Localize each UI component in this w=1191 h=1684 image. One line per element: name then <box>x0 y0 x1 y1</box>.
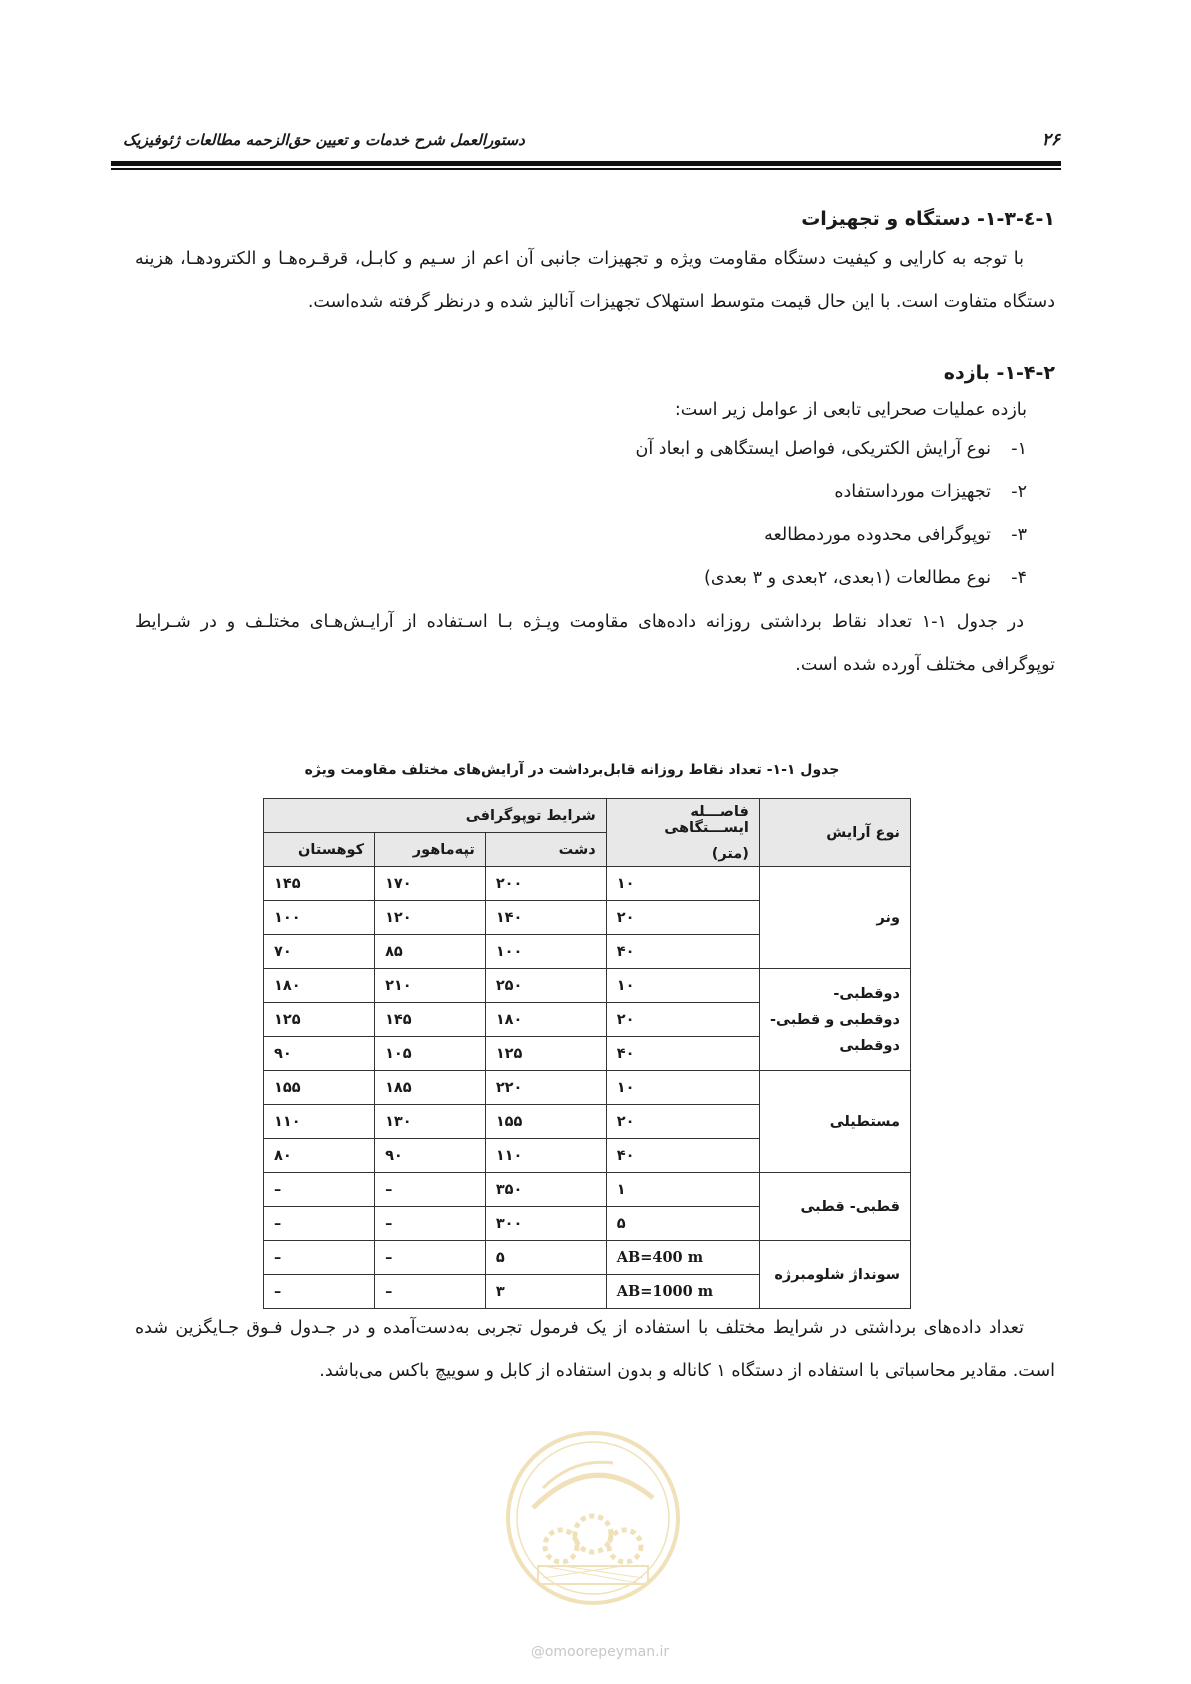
list-item-text: توپوگرافی محدوده موردمطالعه <box>764 525 991 545</box>
list-item-text: نوع مطالعات (۱بعدی، ۲بعدی و ۳ بعدی) <box>704 568 991 588</box>
array-name-cell: مستطیلی <box>759 1071 910 1173</box>
hills-cell: ۱۲۰ <box>375 901 486 935</box>
spacing-cell: ۴۰ <box>606 1139 759 1173</box>
array-name-cell: دوقطبی- دوقطبی و قطبی- دوقطبی <box>759 969 910 1071</box>
array-name-cell: ونر <box>759 867 910 969</box>
mountain-cell: ۱۰۰ <box>264 901 375 935</box>
table-reference-paragraph: در جدول ۱-۱ تعداد نقاط برداشتی روزانه داده‌های مقاومت ویـژه بـا اسـتفاده از آرایـش‌هـای مختلـف و در شـرایط توپوگرافی مختلف آورده شده است. <box>135 612 1055 675</box>
header-rule-thick <box>111 161 1061 166</box>
table-row <box>264 969 911 1003</box>
hills-cell: ۹۰ <box>375 1139 486 1173</box>
page-number: ۲۶ <box>1041 130 1060 150</box>
mountain-cell: ۹۰ <box>264 1037 375 1071</box>
watermark-seal-icon <box>503 1428 683 1608</box>
mountain-cell: – <box>264 1241 375 1275</box>
mountain-cell: ۷۰ <box>264 935 375 969</box>
hills-cell: – <box>375 1173 486 1207</box>
plain-cell: ۵ <box>485 1241 606 1275</box>
plain-cell: ۱۸۰ <box>485 1003 606 1037</box>
hills-cell: – <box>375 1207 486 1241</box>
closing-paragraph: تعداد داده‌های برداشتی در شرایط مختلف با استفاده از یک فرمول تجربی به‌دست‌آمده و در جـدول فـوق جـایگزین شده است. مقادیر محاسباتی با استفاده از دستگاه ۱ کاناله و بدون استفاده از کابل و سوییچ باکس می‌باشد. <box>135 1318 1055 1381</box>
list-item-text: تجهیزات مورداستفاده <box>834 482 991 502</box>
table-row <box>264 1071 911 1105</box>
plain-cell: ۱۵۵ <box>485 1105 606 1139</box>
hills-cell: – <box>375 1241 486 1275</box>
plain-cell: ۱۰۰ <box>485 935 606 969</box>
list-item-number: ۴- <box>1011 568 1027 588</box>
running-title: دستورالعمل شرح خدمات و تعیین حق‌الزحمه مطالعات ژئوفیزیک <box>123 131 525 149</box>
spacing-cell: ۱۰ <box>606 867 759 901</box>
mountain-cell: ۱۱۰ <box>264 1105 375 1139</box>
spacing-cell: AB=1000 m <box>606 1275 759 1309</box>
spacing-cell: ۱۰ <box>606 1071 759 1105</box>
list-item <box>636 557 1028 600</box>
spacing-cell: ۱۰ <box>606 969 759 1003</box>
header-spacing <box>606 799 759 867</box>
header-spacing-line2: (متر) <box>711 845 749 862</box>
table-header-row <box>264 799 911 833</box>
equipment-paragraph: با توجه به کارایی و کیفیت دستگاه مقاومت ویژه و تجهیزات جانبی آن اعم از سـیم و کابـل، قرقـره‌هـا و الکترودهـا، هزینه دستگاه متفاوت است. با این حال قیمت متوسط استهلاک تجهیزات آنالیز شده و درنظر گرفته شده‌است. <box>135 249 1055 312</box>
list-item <box>636 514 1028 557</box>
watermark-site-text: @omoorepeyman.ir <box>530 1644 670 1660</box>
hills-cell: ۱۰۵ <box>375 1037 486 1071</box>
mountain-cell: ۱۴۵ <box>264 867 375 901</box>
hills-cell: ۸۵ <box>375 935 486 969</box>
plain-cell: ۲۵۰ <box>485 969 606 1003</box>
header-spacing-line1: فاصـــله ایســـتگاهی <box>664 803 749 836</box>
table-row <box>264 1173 911 1207</box>
hills-cell: – <box>375 1275 486 1309</box>
header-array-type: نوع آرایش <box>759 799 910 867</box>
section-heading-equipment: ۱-٤-۱-۳- دستگاه و تجهیزات <box>801 208 1055 230</box>
list-item-text: نوع آرایش الکتریکی، فواصل ایستگاهی و ابعاد آن <box>635 439 991 459</box>
array-name-cell: سونداژ شلومبرژه <box>759 1241 910 1309</box>
list-item-number: ۱- <box>1011 439 1027 459</box>
output-intro: بازده عملیات صحرایی تابعی از عوامل زیر است: <box>674 400 1027 420</box>
section-heading-output: ۱-۴-۲- بازده <box>943 362 1055 384</box>
mountain-cell: ۸۰ <box>264 1139 375 1173</box>
spacing-cell: AB=400 m <box>606 1241 759 1275</box>
header-mountain: کوهستان <box>264 833 375 867</box>
mountain-cell: ۱۸۰ <box>264 969 375 1003</box>
list-item-number: ۲- <box>1011 482 1027 502</box>
data-table <box>263 798 911 1309</box>
plain-cell: ۳۰۰ <box>485 1207 606 1241</box>
factor-list <box>636 428 1028 600</box>
plain-cell: ۳ <box>485 1275 606 1309</box>
mountain-cell: – <box>264 1275 375 1309</box>
table-row <box>264 867 911 901</box>
hills-cell: ۲۱۰ <box>375 969 486 1003</box>
spacing-cell: ۵ <box>606 1207 759 1241</box>
list-item <box>636 428 1028 471</box>
header-hills: تپه‌ماهور <box>375 833 486 867</box>
mountain-cell: – <box>264 1207 375 1241</box>
plain-cell: ۲۲۰ <box>485 1071 606 1105</box>
plain-cell: ۱۲۵ <box>485 1037 606 1071</box>
list-item <box>636 471 1028 514</box>
plain-cell: ۳۵۰ <box>485 1173 606 1207</box>
table-caption: جدول ۱-۱- تعداد نقاط روزانه قابل‌برداشت در آرایش‌های مختلف مقاومت ویژه <box>304 762 840 778</box>
spacing-cell: ۴۰ <box>606 935 759 969</box>
plain-cell: ۱۴۰ <box>485 901 606 935</box>
hills-cell: ۱۷۰ <box>375 867 486 901</box>
spacing-cell: ۱ <box>606 1173 759 1207</box>
hills-cell: ۱۸۵ <box>375 1071 486 1105</box>
spacing-cell: ۲۰ <box>606 1003 759 1037</box>
spacing-cell: ۲۰ <box>606 901 759 935</box>
list-item-number: ۳- <box>1011 525 1027 545</box>
mountain-cell: – <box>264 1173 375 1207</box>
array-name-cell: قطبی- قطبی <box>759 1173 910 1241</box>
hills-cell: ۱۳۰ <box>375 1105 486 1139</box>
plain-cell: ۲۰۰ <box>485 867 606 901</box>
hills-cell: ۱۴۵ <box>375 1003 486 1037</box>
spacing-cell: ۴۰ <box>606 1037 759 1071</box>
mountain-cell: ۱۵۵ <box>264 1071 375 1105</box>
table-row <box>264 1241 911 1275</box>
header-topography: شرایط توپوگرافی <box>264 799 607 833</box>
header-plain: دشت <box>485 833 606 867</box>
header-rule-thin <box>111 168 1061 170</box>
spacing-cell: ۲۰ <box>606 1105 759 1139</box>
mountain-cell: ۱۲۵ <box>264 1003 375 1037</box>
plain-cell: ۱۱۰ <box>485 1139 606 1173</box>
